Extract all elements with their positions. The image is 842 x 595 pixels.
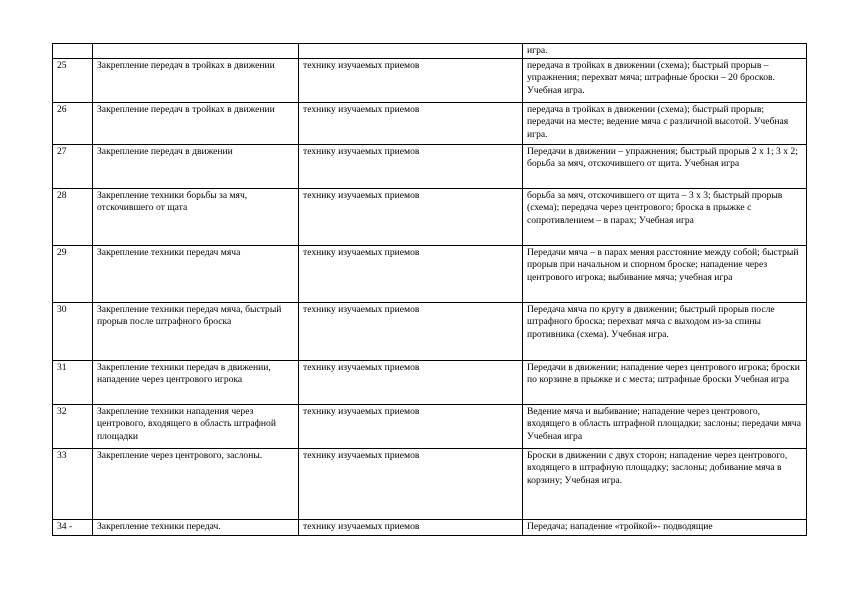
lesson-technique-cell: технику изучаемых приемов [299, 519, 523, 535]
table-row [53, 360, 807, 404]
lesson-content-cell: Броски в движении с двух сторон; нападение через центрового, входящего в штрафную площадку; заслоны; добивание мяча в корзину; Учебная игра. [523, 448, 807, 519]
lesson-number-cell: 31 [53, 360, 93, 404]
lesson-plan-table [52, 43, 807, 536]
lesson-number-cell: 34 - [53, 519, 93, 535]
lesson-topic-cell: Закрепление передач в тройках в движении [93, 58, 299, 102]
table-row [53, 448, 807, 519]
table-row [53, 519, 807, 535]
lesson-content-cell: игра. [523, 44, 807, 59]
lesson-content-cell: борьба за мяч, отскочившего от щита – 3 х 3; быстрый прорыв (схема); передача через центрового; броска в прыжке с сопротивлением – в парах; Учебная игра [523, 188, 807, 245]
lesson-topic-cell: Закрепление через центрового, заслоны. [93, 448, 299, 519]
lesson-topic-cell: Закрепление техники борьбы за мяч, отскочившего от щата [93, 188, 299, 245]
lesson-number-cell: 28 [53, 188, 93, 245]
lesson-content-cell: Передачи мяча – в парах меняя расстояние между собой; быстрый прорыв при начальном и спорном броске; нападение через центрового игрока; выбивание мяча; учебная игра [523, 245, 807, 302]
lesson-content-cell: Передача мяча по кругу в движении; быстрый прорыв после штрафного броска; перехват мяча с выходом из-за спины противника (схема). Учебная игра. [523, 302, 807, 360]
lesson-number-cell: 29 [53, 245, 93, 302]
lesson-number-cell: 26 [53, 102, 93, 144]
table-row [53, 302, 807, 360]
lesson-technique-cell: технику изучаемых приемов [299, 245, 523, 302]
lesson-topic-cell [93, 44, 299, 59]
table-row [53, 245, 807, 302]
lesson-topic-cell: Закрепление техники передач мяча, быстрый прорыв после штрафного броска [93, 302, 299, 360]
lesson-number-cell: 32 [53, 404, 93, 448]
lesson-content-cell: Передача; нападение «тройкой»- подводящие [523, 519, 807, 535]
lesson-technique-cell: технику изучаемых приемов [299, 58, 523, 102]
lesson-content-cell: передача в тройках в движении (схема); быстрый прорыв – упражнения; перехват мяча; штрафные броски – 20 бросков. Учебная игра. [523, 58, 807, 102]
lesson-topic-cell: Закрепление техники нападения через центрового, входящего в область штрафной площадки [93, 404, 299, 448]
lesson-topic-cell: Закрепление техники передач. [93, 519, 299, 535]
lesson-number-cell: 27 [53, 144, 93, 188]
lesson-technique-cell [299, 44, 523, 59]
table-row [53, 58, 807, 102]
lesson-technique-cell: технику изучаемых приемов [299, 404, 523, 448]
lesson-technique-cell: технику изучаемых приемов [299, 102, 523, 144]
lesson-topic-cell: Закрепление передач в тройках в движении [93, 102, 299, 144]
lesson-content-cell: Передачи в движении; нападение через центрового игрока; броски по корзине в прыжке и с места; штрафные броски Учебная игра [523, 360, 807, 404]
table-row [53, 188, 807, 245]
lesson-technique-cell: технику изучаемых приемов [299, 188, 523, 245]
lesson-content-cell: Передачи в движении – упражнения; быстрый прорыв 2 х 1; 3 х 2; борьба за мяч, отскочившего от щита. Учебная игра [523, 144, 807, 188]
lesson-technique-cell: технику изучаемых приемов [299, 144, 523, 188]
lesson-topic-cell: Закрепление техники передач мяча [93, 245, 299, 302]
table-row [53, 144, 807, 188]
lesson-content-cell: передача в тройках в движении (схема); быстрый прорыв; передачи на месте; ведение мяча с различной высотой. Учебная игра. [523, 102, 807, 144]
lesson-topic-cell: Закрепление техники передач в движении, нападение через центрового игрока [93, 360, 299, 404]
lesson-number-cell: 25 [53, 58, 93, 102]
lesson-topic-cell: Закрепление передач в движении [93, 144, 299, 188]
table-row [53, 44, 807, 59]
lesson-technique-cell: технику изучаемых приемов [299, 448, 523, 519]
lesson-number-cell: 30 [53, 302, 93, 360]
lesson-technique-cell: технику изучаемых приемов [299, 302, 523, 360]
lesson-number-cell [53, 44, 93, 59]
table-row [53, 404, 807, 448]
lesson-content-cell: Ведение мяча и выбивание; нападение через центрового, входящего в область штрафной площадки; заслоны; передачи мяча Учебная игра [523, 404, 807, 448]
lesson-technique-cell: технику изучаемых приемов [299, 360, 523, 404]
table-row [53, 102, 807, 144]
lesson-number-cell: 33 [53, 448, 93, 519]
